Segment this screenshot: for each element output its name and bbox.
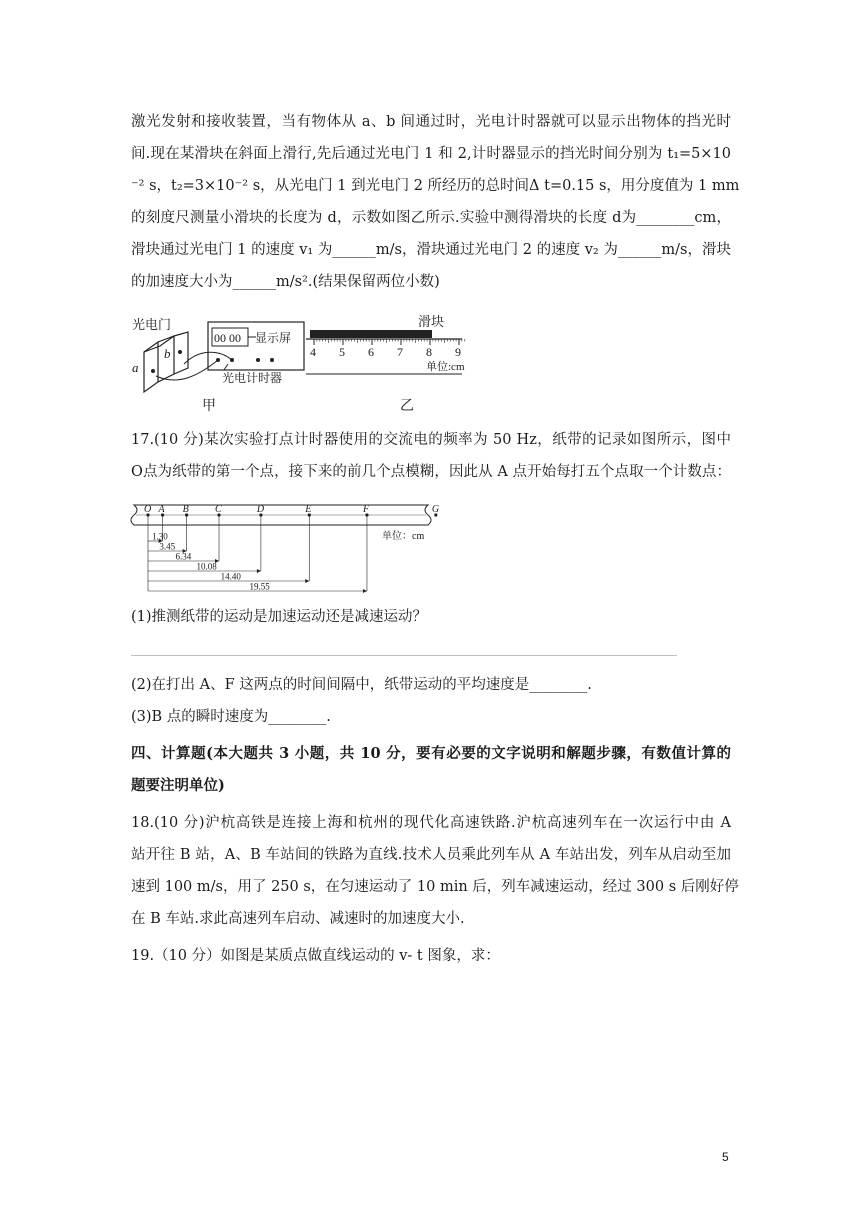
page-number: 5 (722, 1150, 729, 1164)
timer-label: 光电计时器 (222, 371, 283, 385)
tick-label: 6 (368, 345, 374, 359)
q19-line: 19.（10 分）如图是某质点做直线运动的 v- t 图象，求： (131, 948, 500, 964)
tape-point-label: B (182, 504, 189, 515)
dimension-arrow (257, 569, 261, 573)
q18-line: 站开往 B 站，A、B 车站间的铁路为直线.技术人员乘此列车从 A 车站出发，列车从启动至加 (131, 847, 731, 863)
q18-line: 速到 100 m/s，用了 250 s，在匀速运动了 10 min 后，列车减速运动，经过 300 s 后刚好停 (131, 879, 739, 895)
tape-point-label: G (431, 504, 440, 515)
label-b: b (164, 346, 171, 361)
answer-line (131, 655, 677, 656)
q18-text (131, 807, 739, 935)
dimension-value: 10.08 (196, 561, 217, 572)
q17-line: O点为纸带的第一个点，接下来的前几个点模糊，因此从 A 点开始每打五个点取一个计数点： (131, 464, 731, 480)
slider-label: 滑块 (418, 314, 445, 329)
dimension-arrow (363, 589, 367, 593)
q16-line: 滑块通过光电门 1 的速度 v₁ 为______m/s，滑块通过光电门 2 的速度 v₂ 为______m/s，滑块 (131, 242, 731, 258)
section4-line: 四、计算题(本大题共 3 小题，共 10 分，要有必要的文字说明和解题步骤，有数值计算的 (131, 745, 731, 762)
figure-paper-tape (128, 497, 438, 597)
figure-photogate (128, 312, 308, 416)
gate-label: 光电门 (132, 317, 172, 332)
q17-sub1-text: (1)推测纸带的运动是加速运动还是减速运动？ (131, 609, 428, 625)
emitter-dot (151, 369, 155, 373)
q16-line: 间.现在某滑块在斜面上滑行,先后通过光电门 1 和 2,计时器显示的挡光时间分别为 t₁=5×10 (131, 146, 731, 162)
q17-line: 17.(10 分)某次实验打点计时器使用的交流电的频率为 50 Hz，纸带的记录如图所示，图中 (131, 432, 731, 448)
terminal-dot (270, 358, 274, 362)
q16-line: 的刻度尺测量小滑块的长度为 d，示数如图乙所示.实验中测得滑块的长度 d为________cm， (131, 210, 731, 226)
section4-line: 题要注明单位) (131, 777, 225, 794)
timer-pointer (224, 364, 228, 370)
caption-jia: 甲 (202, 399, 216, 414)
tape-point-label: O (144, 504, 152, 515)
display-digits: 00 00 (214, 331, 241, 345)
ruler-ticks (314, 339, 465, 345)
dimension-value: 6.34 (175, 551, 192, 562)
slider-block (310, 330, 432, 338)
receiver-dot (178, 350, 182, 354)
tick-label: 9 (455, 345, 461, 359)
tick-label: 4 (310, 345, 316, 359)
q18-line: 在 B 车站.求此高速列车启动、减速时的加速度大小. (131, 911, 465, 927)
q16-line: 激光发射和接收装置，当有物体从 a、b 间通过时，光电计时器就可以显示出物体的挡光时 (131, 114, 731, 130)
ruler-unit: 单位:cm (426, 361, 465, 373)
tick-label: 5 (339, 345, 345, 359)
tape-point-label: A (158, 504, 165, 515)
caption-yi: 乙 (400, 399, 414, 414)
dimension-arrow (305, 579, 309, 583)
tape-dimensions (148, 515, 367, 593)
q17-text (131, 424, 731, 488)
tape-point-label: F (362, 504, 370, 515)
dimension-value: 14.40 (220, 571, 241, 582)
terminal-dot (256, 358, 260, 362)
dimension-value: 1.30 (152, 531, 168, 542)
q17-sub3-text: (3)B 点的瞬时速度为________. (131, 709, 331, 725)
tape-point-label: C (215, 504, 222, 515)
tape-point-label: D (256, 504, 265, 515)
tape-unit: 单位：cm (382, 531, 425, 542)
label-a: a (132, 360, 139, 375)
q17-sub2-text: (2)在打出 A、F 这两点的时间间隔中，纸带运动的平均速度是________. (131, 677, 592, 693)
figure-ruler (300, 312, 490, 416)
q19-text (131, 940, 731, 972)
dimension-value: 19.55 (249, 581, 270, 592)
q16-line: ⁻² s，t₂=3×10⁻² s，从光电门 1 到光电门 2 所经历的总时间Δ t=0.15 s，用分度值为 1 mm (131, 178, 740, 194)
tape-point-label: E (305, 504, 312, 515)
q18-line: 18.(10 分)沪杭高铁是连接上海和杭州的现代化高速铁路.沪杭高速列车在一次运行中由 A (131, 815, 731, 831)
q17-sub2 (131, 669, 731, 733)
q16-line: 的加速度大小为______m/s².(结果保留两位小数) (131, 274, 440, 290)
section4-heading (131, 738, 731, 802)
q17-sub1 (131, 601, 731, 633)
q16-text (131, 106, 740, 298)
tick-label: 8 (426, 345, 432, 359)
tick-label: 7 (397, 345, 403, 359)
screen-label: 显示屏 (255, 331, 292, 345)
dimension-value: 3.45 (159, 541, 176, 552)
